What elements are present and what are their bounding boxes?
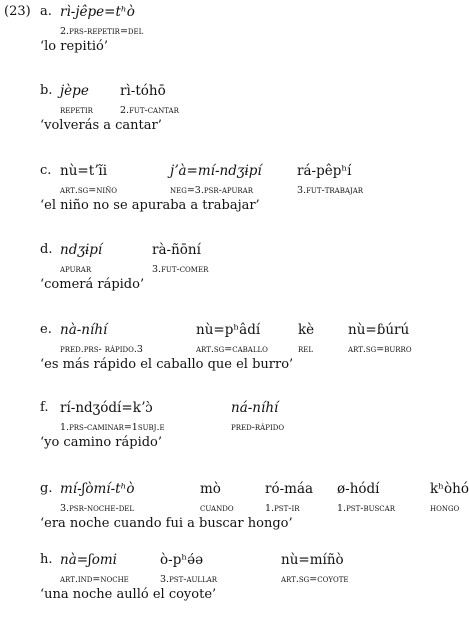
gloss: 3.psr-noche-del <box>60 503 135 514</box>
gloss: 2.prs-repetir=del <box>60 26 144 37</box>
vernacular-word: nà-níhí <box>60 322 108 338</box>
vernacular-word: rì-jêpe=tʰò <box>60 4 135 20</box>
example-a <box>40 4 456 74</box>
vernacular-word: ró-máa <box>265 481 314 497</box>
gloss: 3.fut-comer <box>152 264 209 275</box>
translation: ‘lo repitió’ <box>40 39 108 54</box>
gloss: art.sg=niño <box>60 185 117 196</box>
translation: ‘es más rápido el caballo que el burro’ <box>40 357 294 372</box>
translation: ‘comerá rápido’ <box>40 277 145 292</box>
example-b <box>40 83 456 153</box>
vernacular-word: rì-tóhō <box>120 83 166 99</box>
vernacular-word: kʰòhó <box>430 481 469 497</box>
example-label: g. <box>40 481 53 496</box>
vernacular-word: kè <box>298 322 315 338</box>
example-label: f. <box>40 400 49 415</box>
vernacular-word: jèpe <box>60 83 89 99</box>
example-label: a. <box>40 4 52 19</box>
example-f <box>40 400 456 470</box>
gloss: repetir <box>60 105 93 116</box>
example-g <box>40 481 469 551</box>
gloss: art.ind=noche <box>60 574 129 585</box>
translation: ‘una noche aulló el coyote’ <box>40 587 217 602</box>
vernacular-word: rà-ñōní <box>152 242 201 258</box>
gloss: 1.pst-ir <box>265 503 300 514</box>
vernacular-word: ø-hódí <box>337 481 380 497</box>
gloss: 1.pst-buscar <box>337 503 395 514</box>
gloss: 2.fut-cantar <box>120 105 179 116</box>
example-label: c. <box>40 163 52 178</box>
example-e <box>40 322 456 392</box>
vernacular-word: ò-pʰə́ə <box>160 552 204 568</box>
example-label: e. <box>40 322 52 337</box>
gloss: neg=3.psr-apurar <box>170 185 253 196</box>
gloss: hongo <box>430 503 460 514</box>
gloss: apurar <box>60 264 92 275</box>
gloss: 3.fut-trabajar <box>297 185 364 196</box>
vernacular-word: jʼà=mí-ndʒɨpí <box>170 163 262 179</box>
example-label: d. <box>40 242 53 257</box>
gloss: cuando <box>200 503 234 514</box>
translation: ‘volverás a cantar’ <box>40 118 162 133</box>
example-h <box>40 552 456 622</box>
example-label: b. <box>40 83 53 98</box>
vernacular-word: nù=míñò <box>281 552 344 568</box>
gloss: rel <box>298 344 314 355</box>
gloss: 3.pst-aullar <box>160 574 218 585</box>
vernacular-word: nù=pʰâdí <box>196 322 261 338</box>
example-d <box>40 242 456 312</box>
gloss: pred.prs- rápido.3 <box>60 344 143 355</box>
vernacular-word: mí-ʃòmí-tʰò <box>60 481 135 497</box>
translation: ‘yo camino rápido’ <box>40 435 163 450</box>
vernacular-word: mò <box>200 481 221 497</box>
gloss: art.sg=burro <box>348 344 412 355</box>
vernacular-word: rí-ndʒódí=kʼɔ̀ <box>60 400 153 416</box>
translation: ‘el niño no se apuraba a trabajar’ <box>40 198 260 213</box>
example-number: (23) <box>4 4 31 19</box>
vernacular-word: ná-níhí <box>231 400 279 416</box>
example-c <box>40 163 456 233</box>
vernacular-word: nù=tʼĩi <box>60 163 108 179</box>
gloss: art.sg=coyote <box>281 574 349 585</box>
vernacular-word: nà=ʃomi <box>60 552 117 568</box>
example-label: h. <box>40 552 53 567</box>
vernacular-word: ndʒɨpí <box>60 242 103 258</box>
gloss: pred-rápido <box>231 422 285 433</box>
vernacular-word: rá-pêpʰí <box>297 163 352 179</box>
translation: ‘era noche cuando fui a buscar hongo’ <box>40 516 293 531</box>
vernacular-word: nù=ɓúrú <box>348 322 410 338</box>
gloss: 1.prs-caminar=1subj.e <box>60 422 165 433</box>
gloss: art.sg=caballo <box>196 344 268 355</box>
